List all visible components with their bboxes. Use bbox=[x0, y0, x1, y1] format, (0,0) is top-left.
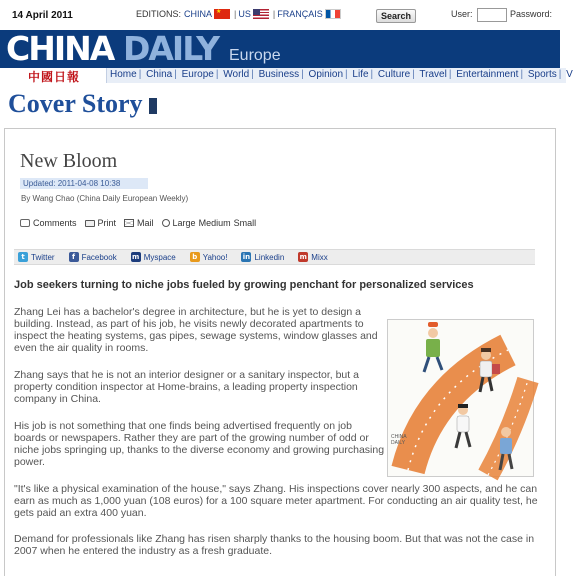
linkedin-icon: in bbox=[242, 253, 251, 261]
font-medium-link[interactable]: Medium bbox=[198, 218, 231, 228]
comments-tool[interactable] bbox=[20, 218, 77, 228]
nav-item-opinion[interactable]: Opinion bbox=[308, 69, 344, 80]
article-paragraph: His job is not something that one finds being advertised frequently on job boards or newspapers. Rather they are part of the growing number of odd or niche jobs springing up, thanks to the diverse economy and growing purchasing power. bbox=[14, 420, 385, 468]
font-size-tool bbox=[162, 218, 257, 228]
share-linkedin[interactable] bbox=[241, 252, 284, 262]
article-subhead: Job seekers turning to niche jobs fueled by growing penchant for personalized services bbox=[14, 279, 474, 291]
china-flag-icon[interactable] bbox=[214, 9, 230, 19]
mail-link[interactable]: Mail bbox=[137, 218, 154, 228]
article-paragraph: Zhang says that he is not an interior designer or a sanitary inspector, but a property condition inspector at Home-brains, a leading property inspection company in China. bbox=[14, 369, 359, 405]
user-label: User: bbox=[451, 9, 473, 19]
us-flag-icon[interactable] bbox=[253, 9, 269, 19]
nav-item-europe[interactable]: Europe bbox=[181, 69, 214, 80]
editions-switcher: EDITIONS: CHINA ★ | US | FRANÇAIS bbox=[136, 9, 343, 19]
share-label[interactable]: Yahoo! bbox=[202, 252, 228, 262]
twitter-icon: t bbox=[18, 252, 28, 262]
editions-label: EDITIONS: bbox=[136, 9, 182, 19]
yahoo-icon: b bbox=[190, 252, 200, 262]
font-small-link[interactable]: Small bbox=[233, 218, 257, 228]
nav-item-china[interactable]: China bbox=[146, 69, 173, 80]
password-label: Password: bbox=[510, 9, 553, 19]
logo-china-text[interactable]: CHINA bbox=[6, 29, 114, 68]
nav-item-home[interactable]: Home bbox=[110, 69, 137, 80]
nav-item-entertainment[interactable]: Entertainment bbox=[456, 69, 519, 80]
illustration-caption: CHINA DAILY bbox=[391, 434, 407, 446]
share-label[interactable]: Myspace bbox=[143, 252, 176, 262]
user-input[interactable] bbox=[477, 8, 507, 22]
article-headline: New Bloom bbox=[20, 150, 118, 172]
print-icon bbox=[85, 220, 95, 227]
edition-france-link[interactable]: FRANÇAIS bbox=[277, 9, 323, 19]
current-date: 14 April 2011 bbox=[12, 10, 73, 21]
article-illustration bbox=[387, 319, 534, 477]
masthead bbox=[0, 30, 560, 68]
print-tool[interactable] bbox=[85, 218, 117, 228]
mail-tool[interactable] bbox=[124, 218, 154, 228]
article-paragraph: "It's like a physical examination of the house," says Zhang. His inspections cover nearly 300 aspects, and he can earn as much as 1,000 yuan (108 euros) for a 100 square meter apartment. For conducting an air quality test, he gets paid an extra 400 yuan. bbox=[14, 483, 538, 519]
edition-us-link[interactable]: US bbox=[238, 9, 251, 19]
mail-icon bbox=[124, 219, 134, 227]
logo-daily-text[interactable]: DAILY bbox=[123, 29, 218, 68]
share-bar bbox=[14, 249, 535, 265]
share-myspace[interactable] bbox=[131, 252, 176, 262]
share-facebook[interactable] bbox=[69, 252, 117, 262]
nav-item-sports[interactable]: Sports bbox=[527, 69, 557, 80]
nav-item-business[interactable]: Business bbox=[258, 69, 300, 80]
nav-item-video[interactable]: V bbox=[566, 69, 573, 80]
facebook-icon: f bbox=[69, 252, 79, 262]
share-label[interactable]: Mixx bbox=[311, 252, 328, 262]
mixx-icon: m bbox=[299, 253, 307, 261]
search-button[interactable]: Search bbox=[376, 9, 416, 23]
share-label[interactable]: Twitter bbox=[31, 252, 55, 262]
section-title-bar bbox=[149, 98, 157, 114]
comments-link[interactable]: Comments bbox=[33, 218, 77, 228]
section-title-text: Cover Story bbox=[8, 89, 143, 118]
comment-icon bbox=[20, 219, 30, 227]
print-link[interactable]: Print bbox=[97, 218, 117, 228]
nav-item-travel[interactable]: Travel bbox=[419, 69, 447, 80]
nav-item-world[interactable]: World bbox=[223, 69, 250, 80]
staircase-illustration bbox=[388, 320, 535, 478]
logo-region-text: Europe bbox=[229, 47, 281, 64]
myspace-icon: m bbox=[132, 253, 140, 261]
share-label[interactable]: Facebook bbox=[81, 252, 117, 262]
edition-china-link[interactable]: CHINA bbox=[184, 9, 213, 19]
article-tools bbox=[20, 218, 264, 228]
article-paragraph: Demand for professionals like Zhang has risen sharply thanks to the housing boom. But that was not the case in 2007 when he entered the industry as a fresh graduate. bbox=[14, 533, 535, 557]
updated-timestamp: Updated: 2011-04-08 10:38 bbox=[20, 178, 148, 189]
france-flag-icon[interactable] bbox=[325, 9, 341, 19]
share-twitter[interactable] bbox=[18, 252, 55, 262]
nav-item-life[interactable]: Life bbox=[352, 69, 369, 80]
share-mixx[interactable] bbox=[298, 252, 327, 262]
font-large-link[interactable]: Large bbox=[172, 218, 196, 228]
nav-item-culture[interactable]: Culture bbox=[377, 69, 411, 80]
main-nav: Home | China | Europe | World | Business | Opinion | Life | Culture | Travel | Entertainment | Sports | V bbox=[106, 68, 566, 83]
chinese-logo: 中國日報 bbox=[28, 70, 81, 84]
article-paragraph: Zhang Lei has a bachelor's degree in architecture, but he is yet to design a building. Instead, as part of his job, he visits newly decorated apartments to inspect the heating systems, gas pipes, sewage systems, window glasses and even the air quality in rooms. bbox=[14, 306, 378, 354]
nav-row bbox=[0, 68, 573, 84]
share-yahoo[interactable] bbox=[190, 252, 228, 262]
section-title bbox=[8, 89, 157, 119]
share-label[interactable]: Linkedin bbox=[254, 252, 285, 262]
article-byline: By Wang Chao (China Daily European Weekly) bbox=[21, 194, 189, 203]
zoom-icon bbox=[162, 219, 170, 227]
top-strip bbox=[0, 0, 560, 30]
